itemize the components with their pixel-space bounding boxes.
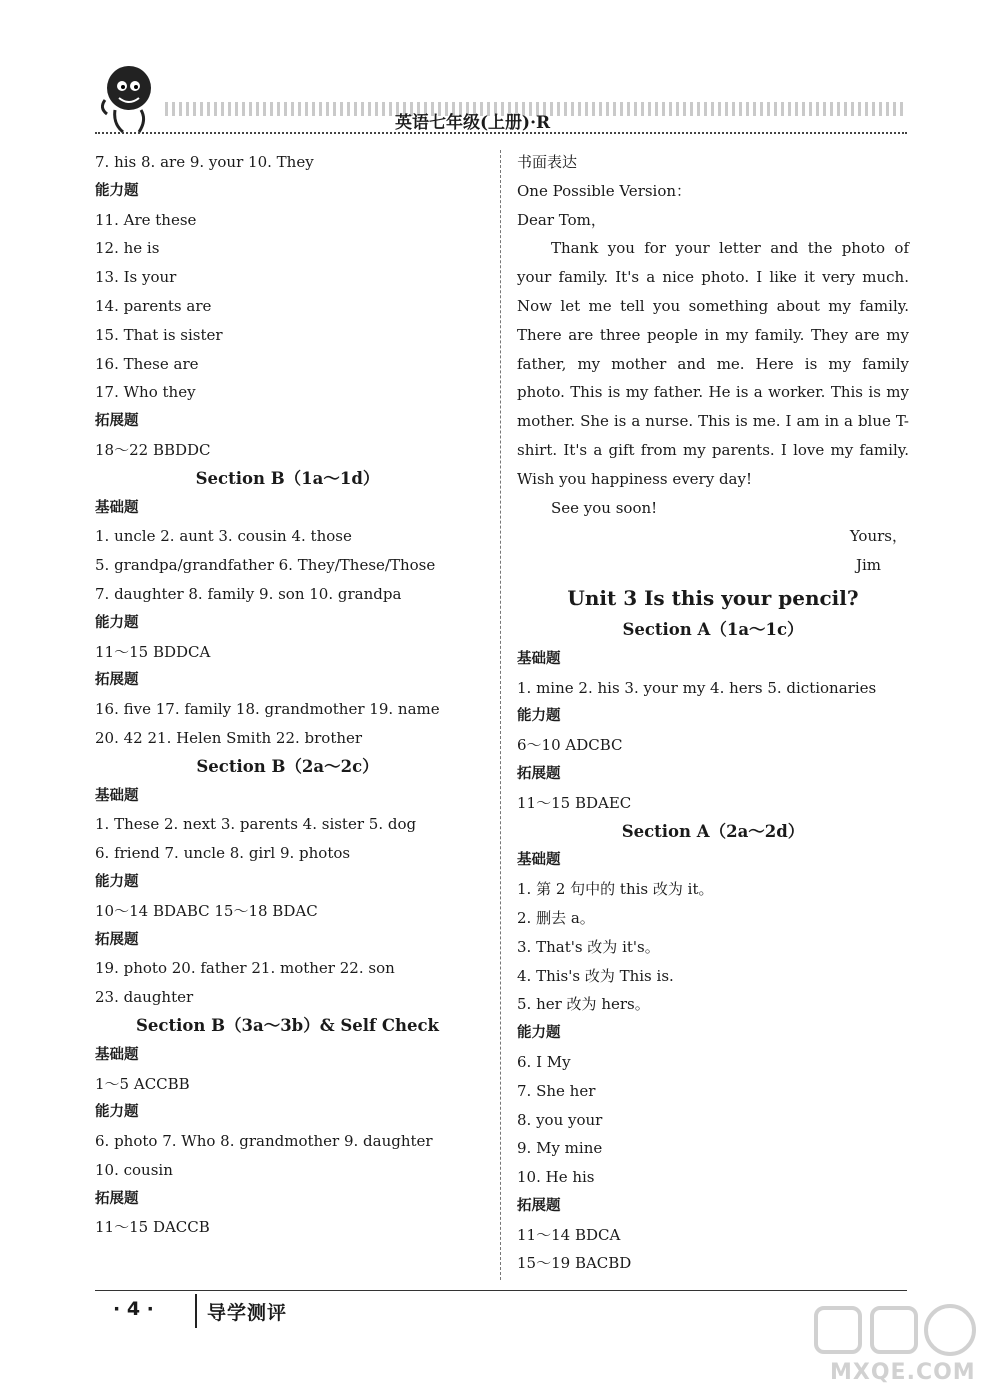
letter-closing: See you soon! bbox=[551, 498, 658, 517]
answer-line: 11. Are these bbox=[95, 210, 197, 229]
unit-title: Unit 3 Is this your pencil? bbox=[567, 585, 859, 610]
answer-line: 1. uncle 2. aunt 3. cousin 4. those bbox=[95, 527, 352, 546]
category-label: 能力题 bbox=[95, 873, 139, 890]
mascot-icon bbox=[95, 60, 165, 140]
answer-line: 10～14 BDABC 15～18 BDAC bbox=[95, 901, 318, 920]
writing-title: 书面表达 bbox=[517, 153, 578, 171]
answer-line: 12. he is bbox=[95, 239, 160, 258]
brand-label: 导学测评 bbox=[207, 1302, 288, 1324]
answer-line: 16. five 17. family 18. grandmother 19. name bbox=[95, 700, 440, 719]
page-header bbox=[95, 60, 907, 160]
header-title: 英语七年级(上册)·R bbox=[395, 113, 551, 133]
answer-line: 11～15 BDDCA bbox=[95, 642, 211, 661]
answer-line: 1. These 2. next 3. parents 4. sister 5. dog bbox=[95, 815, 417, 834]
answer-line: 7. daughter 8. family 9. son 10. grandpa bbox=[95, 584, 402, 603]
category-label: 能力题 bbox=[95, 1104, 139, 1121]
category-label: 拓展题 bbox=[517, 1197, 561, 1214]
category-label: 基础题 bbox=[517, 650, 561, 667]
page-number: · 4 · bbox=[113, 1298, 154, 1320]
answer-line: 17. Who they bbox=[95, 383, 196, 402]
answer-line: 6. I My bbox=[517, 1052, 571, 1071]
answer-line: 10. cousin bbox=[95, 1160, 173, 1179]
version-label: One Possible Version： bbox=[517, 181, 692, 200]
left-column bbox=[95, 148, 480, 1242]
category-label: 基础题 bbox=[517, 852, 561, 869]
answer-line: 1～5 ACCBB bbox=[95, 1074, 190, 1093]
section-heading: Section A（2a～2d） bbox=[621, 821, 805, 841]
answer-line: 4. This's 改为 This is. bbox=[517, 966, 674, 985]
answer-line: 3. That's 改为 it's。 bbox=[517, 937, 660, 956]
answer-line: 11～15 DACCB bbox=[95, 1218, 210, 1237]
answer-line: 6. photo 7. Who 8. grandmother 9. daughter bbox=[95, 1132, 433, 1151]
answer-line: 6. friend 7. uncle 8. girl 9. photos bbox=[95, 844, 351, 863]
answer-line: 11～15 BDAEC bbox=[517, 793, 632, 812]
category-label: 基础题 bbox=[95, 1046, 139, 1063]
section-heading: Section A（1a～1c） bbox=[622, 619, 804, 639]
watermark bbox=[808, 1300, 988, 1388]
answer-line: 20. 42 21. Helen Smith 22. brother bbox=[95, 728, 363, 747]
answer-line: 2. 删去 a。 bbox=[517, 908, 595, 927]
section-heading: Section B（1a～1d） bbox=[195, 468, 380, 488]
footer-separator bbox=[195, 1294, 197, 1328]
answer-line: 10. He his bbox=[517, 1168, 595, 1187]
category-label: 拓展题 bbox=[95, 1190, 139, 1207]
watermark-logo-icon bbox=[808, 1300, 988, 1360]
letter-body bbox=[517, 234, 909, 493]
category-label: 拓展题 bbox=[517, 765, 561, 782]
answer-line: 7. She her bbox=[517, 1081, 596, 1100]
answer-line: 23. daughter bbox=[95, 988, 194, 1007]
footer-rule bbox=[95, 1290, 907, 1291]
answer-line: 16. These are bbox=[95, 354, 199, 373]
category-label: 基础题 bbox=[95, 499, 139, 516]
answer-line: 5. her 改为 hers。 bbox=[517, 995, 650, 1014]
letter-greeting: Dear Tom， bbox=[517, 210, 606, 229]
letter-signature: Jim bbox=[855, 556, 881, 575]
letter-signoff: Yours， bbox=[849, 527, 907, 546]
column-divider bbox=[500, 150, 501, 1280]
section-heading: Section B（3a～3b）& Self Check bbox=[135, 1015, 439, 1035]
answer-line: 1. 第 2 句中的 this 改为 it。 bbox=[517, 880, 714, 899]
category-label: 能力题 bbox=[95, 614, 139, 631]
category-label: 能力题 bbox=[95, 182, 139, 199]
category-label: 能力题 bbox=[517, 1025, 561, 1042]
answer-line: 8. you your bbox=[517, 1110, 603, 1129]
category-label: 拓展题 bbox=[95, 413, 139, 430]
page-footer bbox=[95, 1290, 907, 1340]
header-rule bbox=[95, 132, 907, 134]
answer-line: 9. My mine bbox=[517, 1139, 603, 1158]
answer-line: 15. That is sister bbox=[95, 325, 223, 344]
answer-line: 1. mine 2. his 3. your my 4. hers 5. dictionaries bbox=[517, 678, 877, 697]
answer-line: 5. grandpa/grandfather 6. They/These/Those bbox=[95, 556, 436, 575]
answer-line: 6～10 ADCBC bbox=[517, 736, 623, 755]
answer-line: 13. Is your bbox=[95, 268, 177, 287]
section-heading: Section B（2a～2c） bbox=[196, 756, 379, 776]
category-label: 拓展题 bbox=[95, 931, 139, 948]
watermark-text: MXQE.COM bbox=[830, 1360, 976, 1385]
category-label: 拓展题 bbox=[95, 672, 139, 689]
category-label: 基础题 bbox=[95, 787, 139, 804]
answer-line: 18～22 BBDDC bbox=[95, 440, 211, 459]
answer-line: 7. his 8. are 9. your 10. They bbox=[95, 153, 314, 171]
answer-line: 15～19 BACBD bbox=[517, 1254, 632, 1273]
right-column bbox=[517, 148, 909, 1278]
letter-paragraph: Thank you for your letter and the photo of your family. It's a nice photo. I like it very much. Now let me tell you something about my family. There are three people in my family. They are my father, my mother and me. Here is my family photo. This is my father. He is a worker. This is my mother. She is a nurse. This is me. I am in a blue T-shirt. It's a gift from my parents. I love my family. Wish you happiness every day! bbox=[517, 239, 909, 488]
answer-line: 19. photo 20. father 21. mother 22. son bbox=[95, 959, 395, 978]
category-label: 能力题 bbox=[517, 708, 561, 725]
answer-line: 11～14 BDCA bbox=[517, 1225, 621, 1244]
answer-line: 14. parents are bbox=[95, 296, 212, 315]
